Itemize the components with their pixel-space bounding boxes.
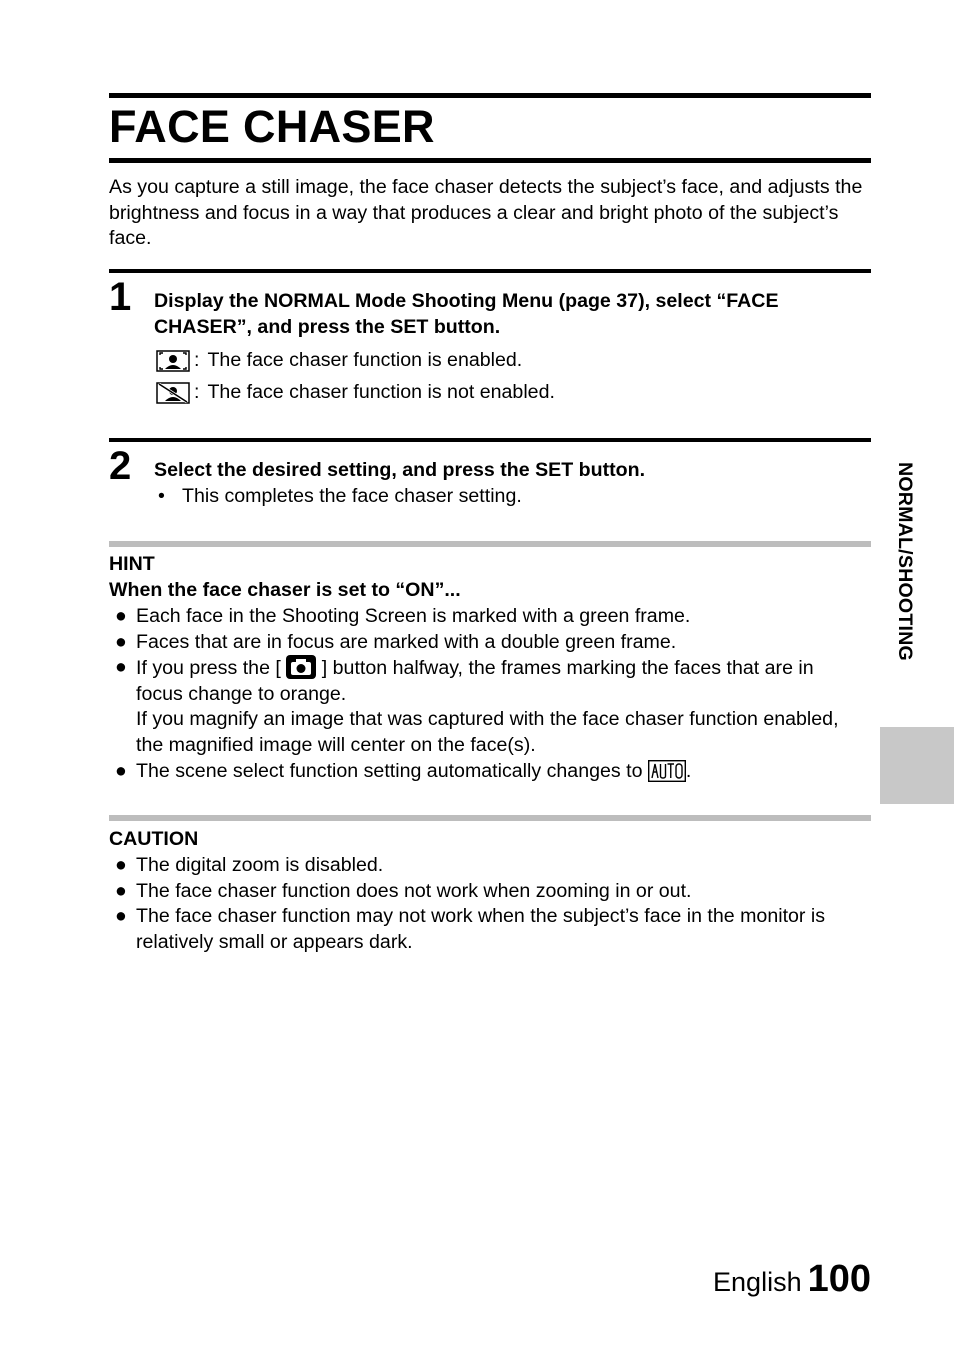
- footer-language: English: [713, 1267, 802, 1297]
- caution-list: [115, 853, 855, 955]
- intro-paragraph: As you capture a still image, the face chaser detects the subject’s face, and adjusts the brightness and focus in a way that produces a clear and bright photo of the subject’s face.: [109, 176, 863, 250]
- option-disabled-text: The face chaser function is not enabled.: [207, 381, 555, 403]
- option-enabled-colon: :: [194, 349, 200, 371]
- step-2-note: [158, 484, 522, 510]
- step-2-rule: [109, 438, 871, 442]
- option-enabled: [156, 348, 522, 374]
- title-bottom-rule: [109, 158, 871, 163]
- auto-mode-icon: [648, 760, 686, 782]
- caution-rule: [109, 815, 871, 821]
- step-2-instruction: Select the desired setting, and press the SET button.: [154, 459, 646, 481]
- hint-item-scene: ● The scene select function setting automatically changes to .: [115, 759, 692, 782]
- section-side-tab-label: NORMAL/SHOOTING: [894, 462, 916, 661]
- step-2-note-text: This completes the face chaser setting.: [182, 485, 522, 507]
- caution-item: ● The face chaser function does not work when zooming in or out.: [115, 879, 692, 902]
- page-footer: [713, 1258, 871, 1301]
- step-1-number: 1: [109, 275, 132, 319]
- hint-rule: [109, 541, 871, 547]
- hint-item: ● Faces that are in focus are marked with a double green frame.: [115, 630, 677, 653]
- hint-item-shutter: ● If you press the [ ] button halfway, the frames marking the faces that are in focus change to orange. If you magnify an image that was captured with the face chaser function enabled, the magnified image will center on the face(s).: [115, 656, 839, 756]
- face-chaser-off-icon: [156, 382, 190, 404]
- caution-item: ● The face chaser function may not work when the subject’s face in the monitor is relatively small or appears dark.: [115, 905, 826, 953]
- section-side-tab-marker: [880, 727, 954, 804]
- page-title: FACE CHASER: [109, 101, 435, 152]
- page-number: 100: [807, 1258, 871, 1300]
- caution-item: ● The digital zoom is disabled.: [115, 854, 384, 876]
- option-enabled-text: The face chaser function is enabled.: [207, 349, 523, 371]
- hint-list: [115, 604, 855, 784]
- title-top-rule: [109, 93, 871, 98]
- step-1-instruction: Display the NORMAL Mode Shooting Menu (page 37), select “FACE CHASER”, and press the SET button.: [154, 290, 779, 338]
- hint-subheading: When the face chaser is set to “ON”...: [109, 579, 461, 601]
- face-chaser-on-icon: [156, 350, 190, 372]
- step-1-rule: [109, 269, 871, 273]
- hint-item: ● Each face in the Shooting Screen is marked with a green frame.: [115, 605, 691, 627]
- option-disabled-colon: :: [194, 381, 200, 403]
- hint-heading: HINT: [109, 553, 155, 575]
- option-disabled: [156, 380, 555, 406]
- camera-icon: [286, 655, 316, 679]
- caution-heading: CAUTION: [109, 828, 199, 850]
- step-2-number: 2: [109, 444, 132, 488]
- step-2-note-dot: •: [158, 485, 165, 507]
